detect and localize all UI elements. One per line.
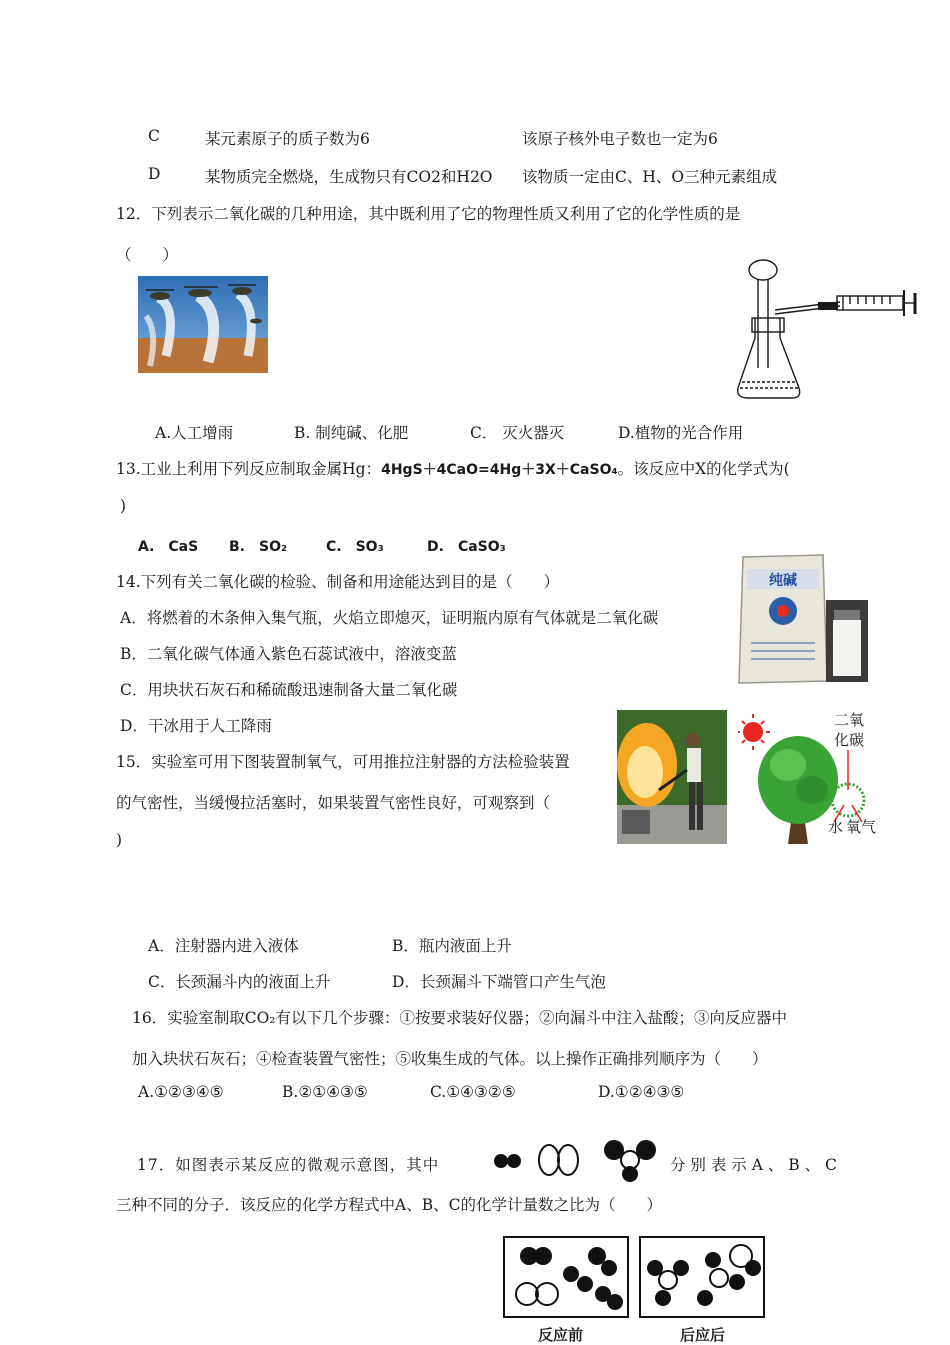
flask-syringe-apparatus xyxy=(730,258,930,408)
q16-option-c[interactable]: C.①④③②⑤ xyxy=(430,1083,516,1101)
bag-label: 纯碱 xyxy=(769,573,797,589)
molecule-b-icon xyxy=(537,1142,581,1182)
reaction-after-box xyxy=(639,1236,765,1318)
soda-ash-bag-image xyxy=(737,553,829,685)
q13-option-d[interactable]: D. CaSO₃ xyxy=(427,539,506,555)
q16-option-d[interactable]: D.①②④③⑤ xyxy=(598,1083,685,1101)
q13-option-a[interactable]: A. CaS xyxy=(138,539,199,555)
q14-stem: 14.下列有关二氧化碳的检验、制备和用途能达到目的是（ ） xyxy=(116,573,560,591)
q13-stem-prefix: 13.工业上利用下列反应制取金属Hg： xyxy=(116,460,382,478)
q15-option-d[interactable]: D．长颈漏斗下端管口产生气泡 xyxy=(392,973,606,991)
q12-paren: （ ） xyxy=(116,246,179,264)
q12-option-c[interactable]: C． 灭火器灭 xyxy=(470,424,565,442)
tree-label-oxygen: 氧气 xyxy=(846,818,877,836)
row-conclusion: 该原子核外电子数也一定为6 xyxy=(522,130,718,148)
q14-option-a[interactable]: A．将燃着的木条伸入集气瓶，火焰立即熄灭，证明瓶内原有气体就是二氧化碳 xyxy=(120,609,659,627)
q14-option-c[interactable]: C．用块状石灰石和稀硫酸迅速制备大量二氧化碳 xyxy=(120,681,458,699)
q13-stem-suffix: 。该反应中X的化学式为( xyxy=(617,460,790,478)
q13-option-c[interactable]: C. SO₃ xyxy=(326,539,384,555)
fire-extinguisher-image xyxy=(617,710,727,844)
helicopter-rain-image xyxy=(138,276,268,373)
row-premise: 某元素原子的质子数为6 xyxy=(205,130,370,148)
q15-option-c[interactable]: C．长颈漏斗内的液面上升 xyxy=(148,973,331,991)
q16-option-a[interactable]: A.①②③④⑤ xyxy=(138,1083,224,1101)
tree-label-co2: 二氧化碳 xyxy=(834,711,865,749)
row-letter: D xyxy=(148,165,161,183)
row-conclusion: 该物质一定由C、H、O三种元素组成 xyxy=(522,168,778,186)
tree-photosynthesis-figure xyxy=(738,710,888,850)
row-premise: 某物质完全燃烧，生成物只有CO2和H2O xyxy=(205,168,493,186)
q12-option-d[interactable]: D.植物的光合作用 xyxy=(618,424,744,442)
q15-option-b[interactable]: B．瓶内液面上升 xyxy=(392,937,512,955)
q14-option-d[interactable]: D．干冰用于人工降雨 xyxy=(120,717,272,735)
q15-line2: 的气密性，当缓慢拉活塞时，如果装置气密性良好，可观察到（ xyxy=(116,794,551,812)
q17-part1: 17．如图表示某反应的微观示意图，其中 xyxy=(137,1156,440,1174)
q15-line1: 15．实验室可用下图装置制氧气，可用推拉注射器的方法检验装置 xyxy=(116,753,570,771)
q13-paren-close: ) xyxy=(120,497,127,515)
q16-line2: 加入块状石灰石；④检查装置气密性；⑤收集生成的气体。以上操作正确排列顺序为（ ） xyxy=(132,1050,768,1068)
row-letter: C xyxy=(148,127,160,145)
q15-line3: ) xyxy=(116,831,123,849)
q12-option-a[interactable]: A.人工增雨 xyxy=(155,424,234,442)
molecule-c-icon xyxy=(602,1138,658,1186)
q16-line1: 16．实验室制取CO₂有以下几个步骤：①按要求装好仪器；②向漏斗中注入盐酸；③向反应器中 xyxy=(132,1009,788,1027)
q17-line2: 三种不同的分子．该反应的化学方程式中A、B、C的化学计量数之比为（ ） xyxy=(116,1196,662,1214)
q16-option-b[interactable]: B.②①④③⑤ xyxy=(282,1083,368,1101)
reaction-before-box xyxy=(503,1236,629,1318)
jar-image xyxy=(826,600,868,682)
q13-equation: 4HgS＋4CaO=4Hg＋3X＋CaSO₄ xyxy=(381,462,618,478)
before-caption: 反应前 xyxy=(538,1326,584,1344)
q13-stem xyxy=(116,457,790,479)
q17-part2: 分 别 表 示 A 、 B 、 C xyxy=(670,1156,837,1174)
q12-stem: 12．下列表示二氧化碳的几种用途，其中既利用了它的物理性质又利用了它的化学性质的是 xyxy=(116,205,741,223)
q12-option-b[interactable]: B. 制纯碱、化肥 xyxy=(294,424,409,442)
q13-option-b[interactable]: B. SO₂ xyxy=(229,539,288,555)
molecule-a-icon xyxy=(493,1152,523,1174)
tree-label-water: 水 xyxy=(828,818,844,836)
after-caption: 后应后 xyxy=(680,1326,726,1344)
q15-option-a[interactable]: A．注射器内进入液体 xyxy=(148,937,299,955)
q14-option-b[interactable]: B．二氧化碳气体通入紫色石蕊试液中，溶液变蓝 xyxy=(120,645,457,663)
